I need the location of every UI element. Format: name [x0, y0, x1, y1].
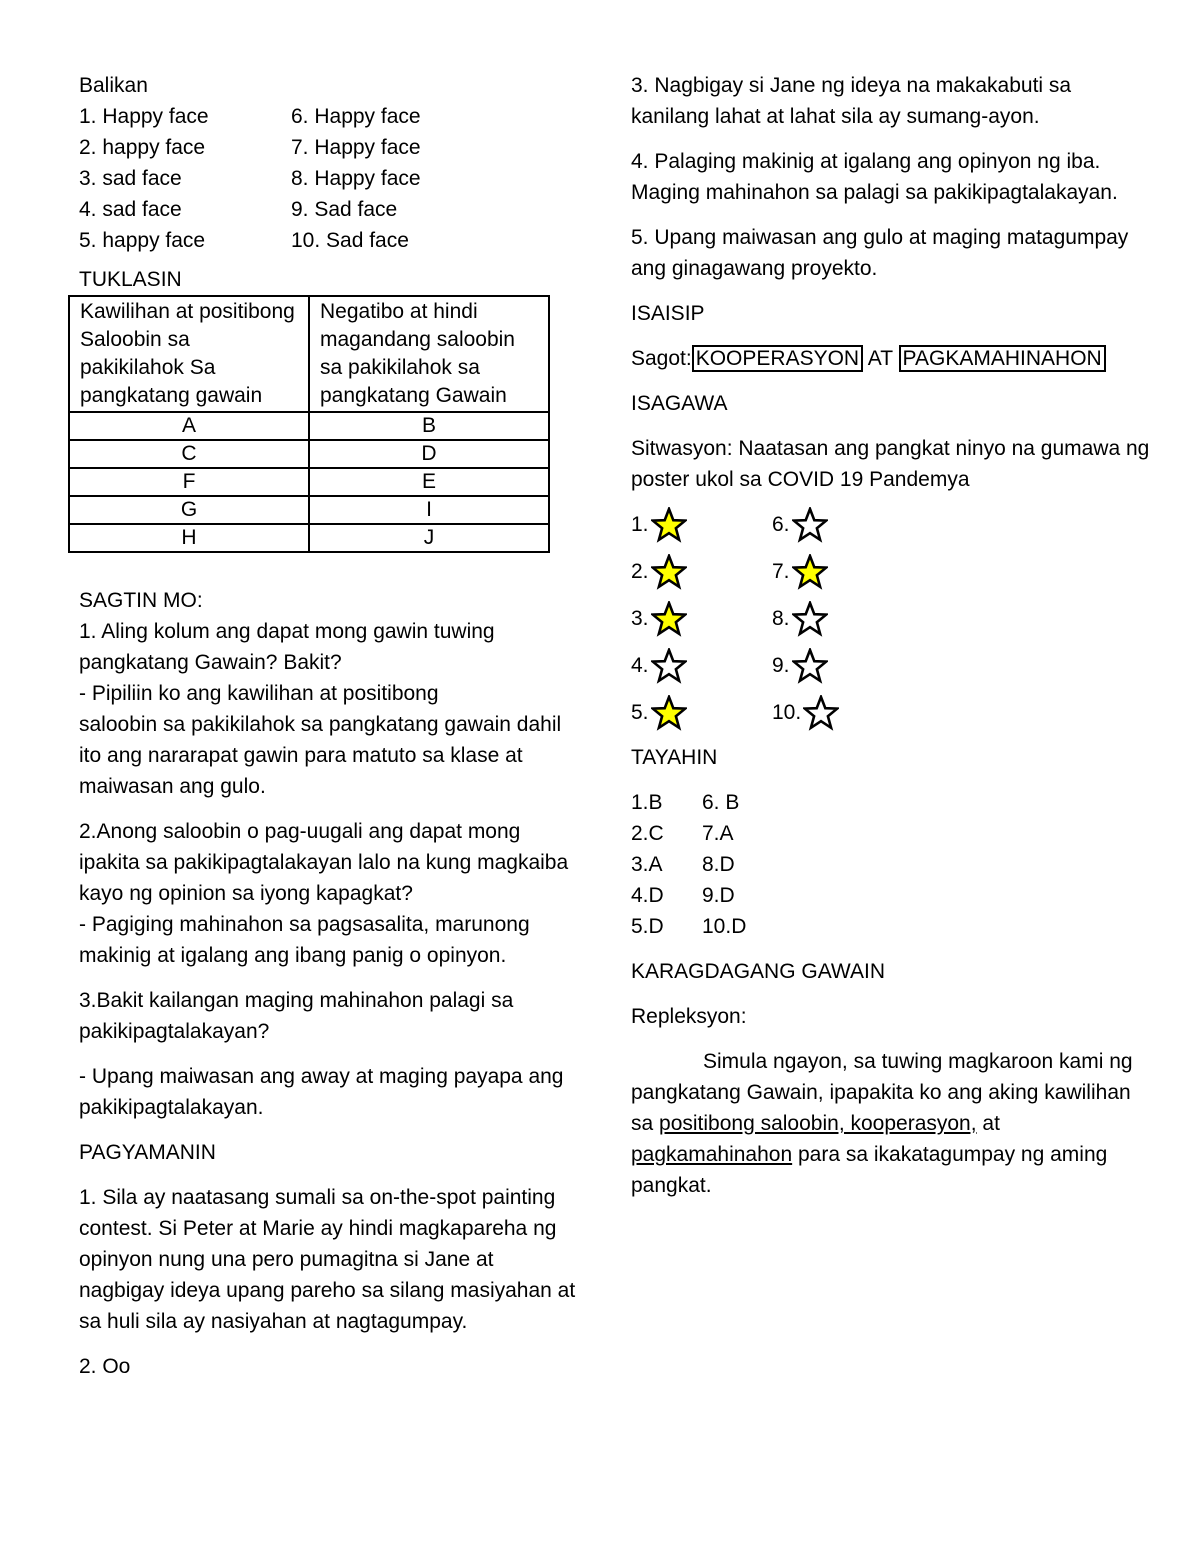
star-number: 1.	[631, 513, 649, 536]
star-rating-list	[631, 501, 1151, 736]
isagawa-title: ISAGAWA	[631, 392, 728, 415]
sagot-label: Sagot:	[631, 347, 692, 370]
balikan-row	[79, 163, 579, 194]
star-filled-icon	[651, 601, 687, 637]
table-row	[69, 412, 549, 440]
table-cell: F	[69, 468, 309, 496]
left-column	[79, 70, 579, 1382]
star-item	[772, 601, 913, 637]
balikan-item: 7. Happy face	[291, 136, 421, 159]
answer-1-line1: - Pipiliin ko ang kawilihan at positibong	[79, 682, 439, 705]
refl-part3: para sa ikakatagumpay ng aming pangkat.	[631, 1143, 1108, 1197]
refl-underline-2: pagkamahinahon	[631, 1143, 793, 1166]
tayahin-item: 8.D	[702, 853, 735, 876]
star-item	[631, 601, 772, 637]
balikan-row	[79, 194, 579, 225]
star-item	[772, 695, 913, 731]
tayahin-item: 9.D	[702, 884, 735, 907]
star-number: 10.	[772, 701, 802, 724]
star-outline-icon	[803, 695, 839, 731]
isaisip-title: ISAISIP	[631, 302, 705, 325]
balikan-item: 5. happy face	[79, 229, 206, 252]
star-number: 5.	[631, 701, 649, 724]
balikan-row	[79, 225, 579, 256]
sagtin-title: SAGTIN MO:	[79, 589, 203, 612]
tayahin-row	[631, 849, 1151, 880]
table-header-cell: Kawilihan at positibong Saloobin sa pakikilahok Sa pangkatang gawain	[69, 296, 309, 412]
pagyamanin-2: 2. Oo	[79, 1355, 131, 1378]
star-row	[631, 689, 1151, 736]
tayahin-list	[631, 787, 1151, 942]
star-outline-icon	[792, 648, 828, 684]
star-item	[772, 507, 913, 543]
star-number: 4.	[631, 654, 649, 677]
table-cell: C	[69, 440, 309, 468]
table-header-row	[69, 296, 549, 412]
star-row	[631, 548, 1151, 595]
star-item	[631, 648, 772, 684]
star-number: 3.	[631, 607, 649, 630]
tayahin-item: 3.A	[631, 853, 663, 876]
answer-1-rest: saloobin sa pakikilahok sa pangkatang gawain dahil ito ang nararapat gawin para matuto sa klase at maiwasan ang gulo.	[79, 713, 562, 798]
table-cell: B	[309, 412, 549, 440]
sagot-at: AT	[867, 347, 893, 370]
star-filled-icon	[651, 554, 687, 590]
answer-3: - Upang maiwasan ang away at maging payapa ang pakikipagtalakayan.	[79, 1065, 564, 1119]
table-cell: G	[69, 496, 309, 524]
question-1: 1. Aling kolum ang dapat mong gawin tuwing pangkatang Gawain? Bakit?	[79, 620, 495, 674]
tayahin-item: 7.A	[702, 822, 734, 845]
star-item	[631, 695, 772, 731]
tayahin-item: 2.C	[631, 822, 664, 845]
star-number: 2.	[631, 560, 649, 583]
balikan-item: 10. Sad face	[291, 229, 409, 252]
table-cell: E	[309, 468, 549, 496]
pagyamanin-3: 3. Nagbigay si Jane ng ideya na makakabuti sa kanilang lahat at lahat sila ay sumang-ayon.	[631, 74, 1072, 128]
balikan-item: 3. sad face	[79, 167, 182, 190]
answer-2: - Pagiging mahinahon sa pagsasalita, marunong makinig at igalang ang ibang panig o opinyon.	[79, 913, 530, 967]
star-row	[631, 501, 1151, 548]
tayahin-row	[631, 880, 1151, 911]
refl-part2: at	[976, 1112, 1000, 1135]
table-row	[69, 440, 549, 468]
star-outline-icon	[651, 648, 687, 684]
table-cell: A	[69, 412, 309, 440]
tuklasin-table	[68, 295, 550, 553]
balikan-row	[79, 132, 579, 163]
tayahin-item: 10.D	[702, 915, 747, 938]
table-row	[69, 524, 549, 552]
pagyamanin-1: 1. Sila ay naatasang sumali sa on-the-spot painting contest. Si Peter at Marie ay hindi magkapareha ng opinyon nung una pero pumagitna si Jane at nagbigay ideya upang pareho sa silang masiyahan at sa huli sila ay nasiyahan at nagtagumpay.	[79, 1186, 576, 1333]
sitwasyon-text: Sitwasyon: Naatasan ang pangkat ninyo na gumawa ng poster ukol sa COVID 19 Pandemya	[631, 437, 1150, 491]
star-row	[631, 642, 1151, 689]
balikan-row	[79, 101, 579, 132]
balikan-title: Balikan	[79, 74, 148, 97]
tayahin-row	[631, 911, 1151, 942]
table-cell: H	[69, 524, 309, 552]
star-filled-icon	[792, 554, 828, 590]
star-filled-icon	[651, 695, 687, 731]
repleksyon-label: Repleksyon:	[631, 1005, 747, 1028]
table-row	[69, 496, 549, 524]
pagyamanin-4: 4. Palaging makinig at igalang ang opinyon ng iba. Maging mahinahon sa palagi sa pakikipagtalakayan.	[631, 150, 1118, 204]
star-number: 9.	[772, 654, 790, 677]
right-column	[631, 70, 1151, 1201]
tayahin-item: 4.D	[631, 884, 664, 907]
tayahin-row	[631, 787, 1151, 818]
star-number: 7.	[772, 560, 790, 583]
table-cell: J	[309, 524, 549, 552]
pagyamanin-title: PAGYAMANIN	[79, 1141, 216, 1164]
table-header-cell: Negatibo at hindi magandang saloobin sa pakikilahok sa pangkatang Gawain	[309, 296, 549, 412]
star-number: 6.	[772, 513, 790, 536]
balikan-item: 9. Sad face	[291, 198, 398, 221]
balikan-item: 1. Happy face	[79, 105, 209, 128]
pagyamanin-5: 5. Upang maiwasan ang gulo at maging matagumpay ang ginagawang proyekto.	[631, 226, 1129, 280]
tuklasin-title: TUKLASIN	[79, 268, 182, 291]
tayahin-item: 6. B	[702, 791, 740, 814]
star-item	[772, 648, 913, 684]
answer-box-kooperasyon: KOOPERASYON	[692, 345, 863, 372]
repleksyon-text	[631, 1046, 1151, 1201]
balikan-item: 4. sad face	[79, 198, 182, 221]
question-2: 2.Anong saloobin o pag-uugali ang dapat mong ipakita sa pakikipagtalakayan lalo na kung magkaiba kayo ng opinion sa iyong kapagkat?	[79, 820, 569, 905]
answer-box-pagkamahinahon: PAGKAMAHINAHON	[899, 345, 1106, 372]
question-3: 3.Bakit kailangan maging mahinahon palagi sa pakikipagtalakayan?	[79, 989, 514, 1043]
sagot-line	[631, 343, 1151, 374]
balikan-item: 2. happy face	[79, 136, 206, 159]
refl-underline-1: positibong saloobin, kooperasyon,	[659, 1112, 977, 1135]
tayahin-item: 5.D	[631, 915, 664, 938]
tayahin-row	[631, 818, 1151, 849]
star-outline-icon	[792, 601, 828, 637]
balikan-item: 6. Happy face	[291, 105, 421, 128]
star-item	[631, 507, 772, 543]
refl-part1: Simula ngayon, sa tuwing magkaroon kami ng pangkatang Gawain, ipapakita ko ang aking kawilihan sa	[631, 1050, 1133, 1135]
star-item	[631, 554, 772, 590]
star-outline-icon	[792, 507, 828, 543]
star-filled-icon	[651, 507, 687, 543]
balikan-item: 8. Happy face	[291, 167, 421, 190]
karagdagang-title: KARAGDAGANG GAWAIN	[631, 960, 885, 983]
table-cell: I	[309, 496, 549, 524]
table-cell: D	[309, 440, 549, 468]
star-row	[631, 595, 1151, 642]
table-row	[69, 468, 549, 496]
star-item	[772, 554, 913, 590]
tayahin-title: TAYAHIN	[631, 746, 718, 769]
balikan-list	[79, 101, 579, 256]
star-number: 8.	[772, 607, 790, 630]
tayahin-item: 1.B	[631, 791, 663, 814]
